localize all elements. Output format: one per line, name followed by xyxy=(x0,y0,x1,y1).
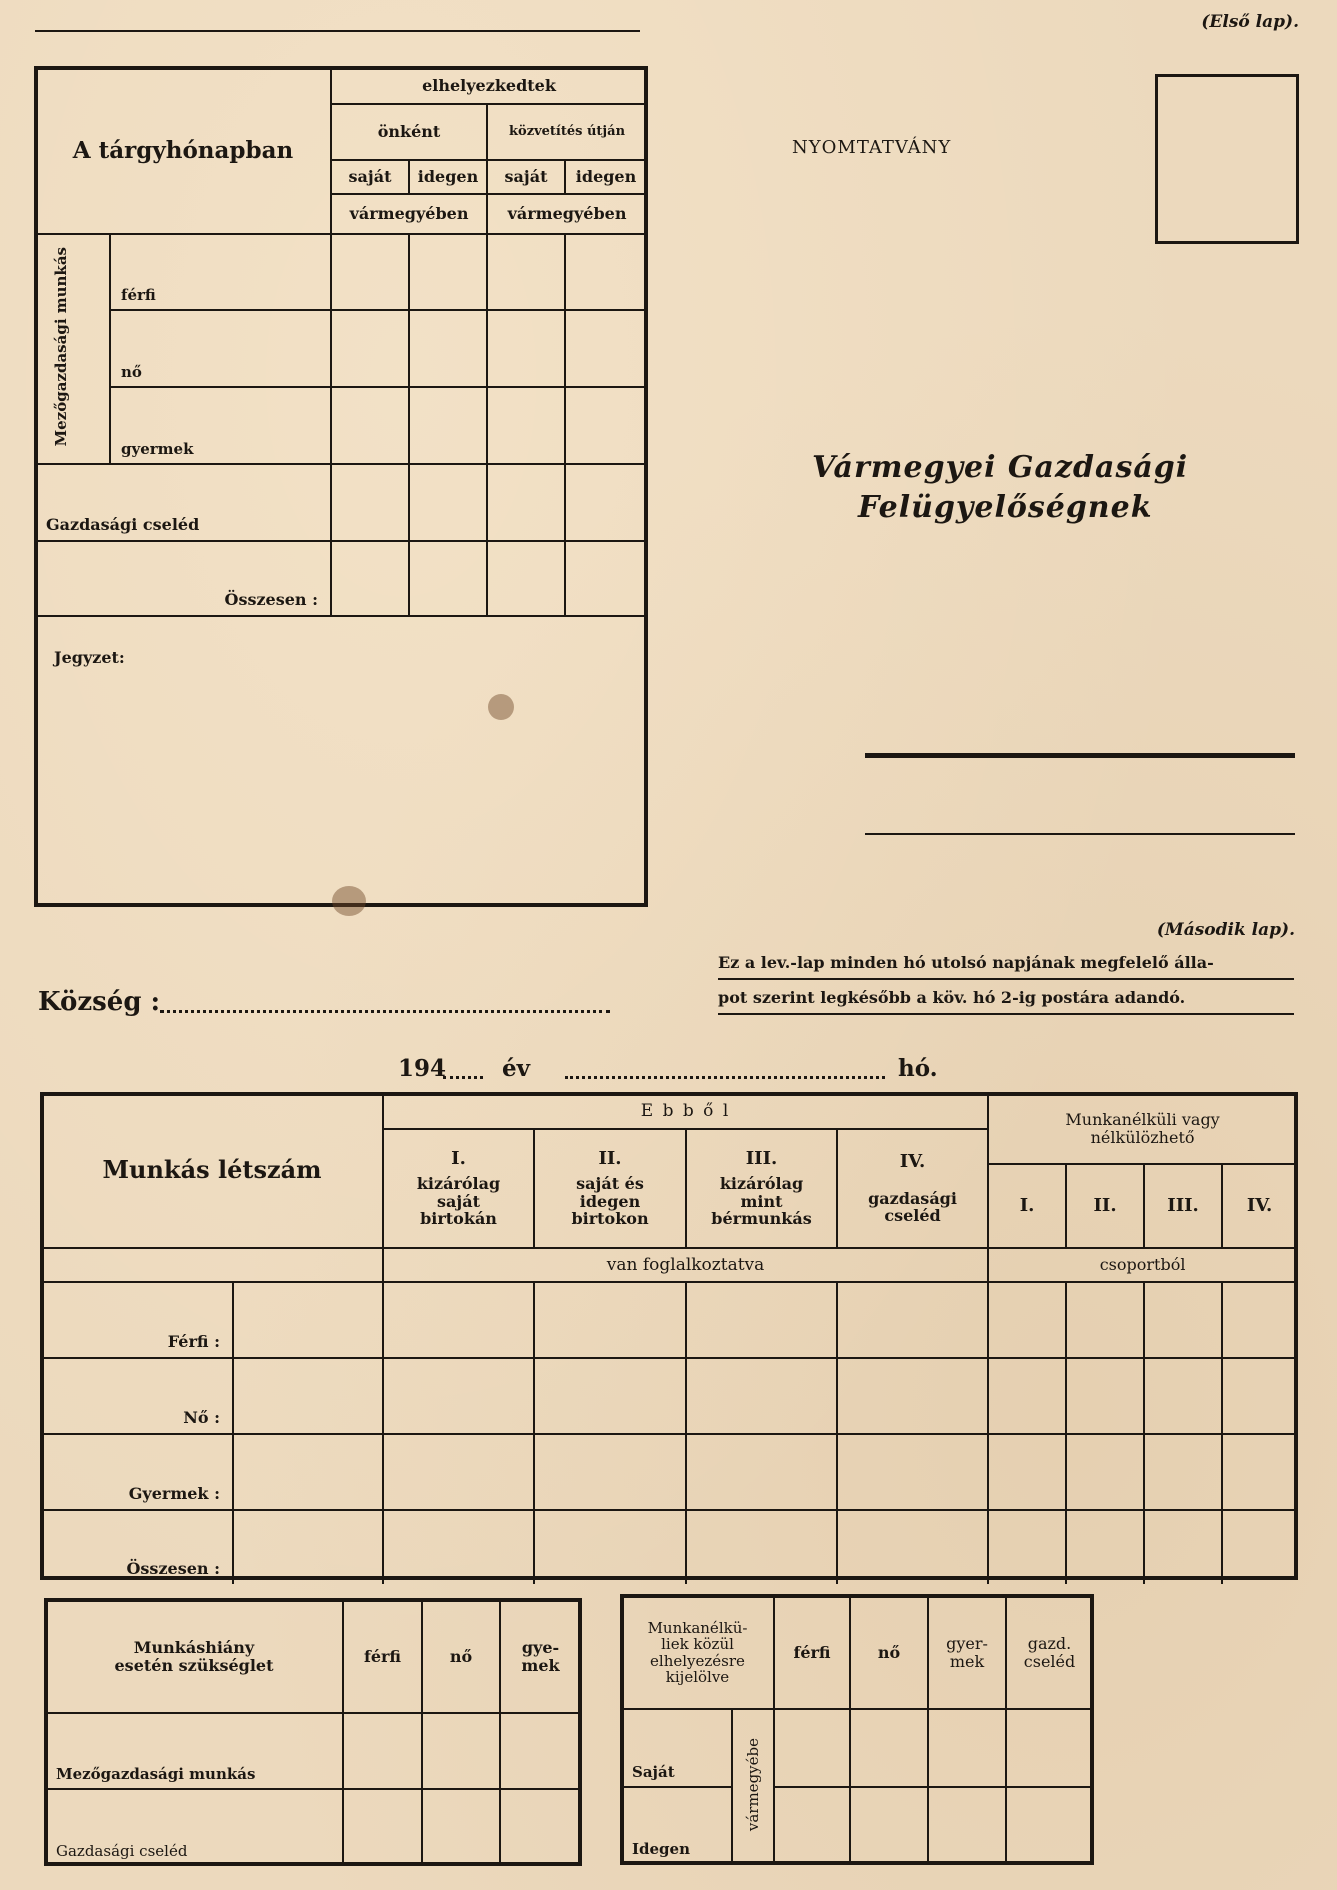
cell[interactable] xyxy=(988,1282,1066,1358)
cell[interactable] xyxy=(1222,1510,1296,1584)
placement-title: A tárgyhónapban xyxy=(36,68,331,234)
placed-header: elhelyezkedtek xyxy=(331,68,646,104)
cell[interactable] xyxy=(850,1709,928,1787)
agri-worker-label: Mezőgazdasági munkás xyxy=(36,234,110,464)
cell[interactable] xyxy=(409,541,487,616)
row-male: férfi xyxy=(110,234,331,310)
recipient-line-2: Felügyelőségnek xyxy=(858,490,1153,525)
designated-col-child: gyer-mek xyxy=(928,1597,1006,1709)
cell[interactable] xyxy=(233,1358,383,1434)
cell[interactable] xyxy=(383,1434,534,1510)
year-prefix: 194 xyxy=(398,1055,447,1082)
cell[interactable] xyxy=(331,387,409,464)
address-line-2 xyxy=(865,833,1295,835)
note-label: Jegyzet: xyxy=(54,648,125,667)
cell[interactable] xyxy=(409,387,487,464)
designated-row-foreign: Idegen xyxy=(622,1787,732,1863)
cell[interactable] xyxy=(233,1282,383,1358)
second-page-label: (Második lap). xyxy=(1156,920,1295,940)
instruction-rule-1 xyxy=(718,978,1294,980)
designated-col-female: nő xyxy=(850,1597,928,1709)
foreign-col-1: idegen xyxy=(409,160,487,194)
shortage-title: Munkáshiány esetén szükséglet xyxy=(46,1601,343,1713)
address-line-1 xyxy=(865,753,1295,758)
month-field[interactable] xyxy=(565,1072,885,1079)
row-total-label: Összesen : xyxy=(42,1510,233,1584)
unemployed-header: Munkanélküli vagy nélkülözhető xyxy=(988,1094,1296,1164)
cell[interactable] xyxy=(1222,1358,1296,1434)
cell[interactable] xyxy=(837,1434,988,1510)
cell[interactable] xyxy=(928,1787,1006,1863)
designated-col-male: férfi xyxy=(774,1597,850,1709)
instruction-rule-2 xyxy=(718,1013,1294,1015)
via-agency-header: közvetítés útján xyxy=(487,104,646,160)
row-servant: Gazdasági cseléd xyxy=(36,464,331,541)
ink-stain xyxy=(488,694,514,720)
workforce-table xyxy=(42,1094,1296,1584)
foreign-col-2: idegen xyxy=(565,160,646,194)
cell[interactable] xyxy=(928,1709,1006,1787)
year-field[interactable] xyxy=(443,1072,483,1079)
group-4-text: gazdasági cseléd xyxy=(868,1188,957,1226)
row-child-label: Gyermek : xyxy=(42,1434,233,1510)
group-1 xyxy=(383,1129,534,1248)
employed-label: van foglalkoztatva xyxy=(383,1248,988,1282)
cell[interactable] xyxy=(233,1434,383,1510)
cell[interactable] xyxy=(686,1434,837,1510)
cell[interactable] xyxy=(331,541,409,616)
cell[interactable] xyxy=(534,1510,686,1584)
cell[interactable] xyxy=(774,1787,850,1863)
cell[interactable] xyxy=(1066,1434,1144,1510)
cell[interactable] xyxy=(331,310,409,387)
group-4-num: IV. xyxy=(899,1151,926,1172)
of-which-header: E b b ő l xyxy=(383,1094,988,1129)
workforce-title: Munkás létszám xyxy=(42,1094,383,1248)
group-3-num: III. xyxy=(745,1148,778,1170)
cell[interactable] xyxy=(409,464,487,541)
from-group-label: csoportból xyxy=(988,1248,1296,1282)
cell[interactable] xyxy=(500,1713,580,1789)
cell[interactable] xyxy=(487,464,565,541)
voluntary-header: önként xyxy=(331,104,487,160)
cell[interactable] xyxy=(500,1789,580,1865)
cell[interactable] xyxy=(565,541,646,616)
cell[interactable] xyxy=(686,1358,837,1434)
unemployed-col-1: I. xyxy=(988,1164,1066,1248)
cell[interactable] xyxy=(686,1282,837,1358)
group-4 xyxy=(837,1129,988,1248)
cell[interactable] xyxy=(837,1358,988,1434)
cell[interactable] xyxy=(1066,1282,1144,1358)
cell[interactable] xyxy=(988,1358,1066,1434)
cell[interactable] xyxy=(988,1510,1066,1584)
cell[interactable] xyxy=(487,234,565,310)
stamp-box xyxy=(1155,74,1299,244)
shortage-row-agri: Mezőgazdasági munkás xyxy=(46,1713,343,1789)
designated-col-servant: gazd. cseléd xyxy=(1006,1597,1092,1709)
cell[interactable] xyxy=(422,1713,500,1789)
group-2-num: II. xyxy=(598,1148,622,1170)
cell[interactable] xyxy=(565,310,646,387)
designated-table xyxy=(622,1596,1092,1863)
cell[interactable] xyxy=(331,464,409,541)
cell[interactable] xyxy=(343,1789,422,1865)
cell[interactable] xyxy=(565,464,646,541)
row-male-label: Férfi : xyxy=(42,1282,233,1358)
cell[interactable] xyxy=(1006,1709,1092,1787)
placement-table xyxy=(36,68,646,617)
cell[interactable] xyxy=(1144,1358,1222,1434)
village-field[interactable] xyxy=(160,1006,610,1013)
cell[interactable] xyxy=(534,1358,686,1434)
group-1-text: kizárólag saját birtokán xyxy=(416,1174,501,1229)
cell[interactable] xyxy=(1066,1358,1144,1434)
county-col-2: vármegyében xyxy=(487,194,646,234)
cell[interactable] xyxy=(343,1713,422,1789)
cell[interactable] xyxy=(534,1282,686,1358)
cell[interactable] xyxy=(686,1510,837,1584)
own-col-1: saját xyxy=(331,160,409,194)
row-female: nő xyxy=(110,310,331,387)
cell[interactable] xyxy=(409,234,487,310)
shortage-col-female: nő xyxy=(422,1601,500,1713)
shortage-col-male: férfi xyxy=(343,1601,422,1713)
cell[interactable] xyxy=(1066,1510,1144,1584)
cell[interactable] xyxy=(487,310,565,387)
cell[interactable] xyxy=(409,310,487,387)
row-female-label: Nő : xyxy=(42,1358,233,1434)
instruction-line-1: Ez a lev.-lap minden hó utolsó napjának megfelelő álla- xyxy=(718,953,1214,972)
group-1-num: I. xyxy=(451,1148,466,1170)
cell[interactable] xyxy=(565,234,646,310)
unemployed-col-2: II. xyxy=(1066,1164,1144,1248)
cell[interactable] xyxy=(233,1510,383,1584)
cell[interactable] xyxy=(774,1709,850,1787)
shortage-col-child: gye-mek xyxy=(500,1601,580,1713)
cell[interactable] xyxy=(1144,1434,1222,1510)
year-word: év xyxy=(502,1055,530,1082)
group-3 xyxy=(686,1129,837,1248)
group-3-text: kizárólag mint bérmunkás xyxy=(711,1174,812,1229)
note-area[interactable] xyxy=(40,675,640,900)
shortage-row-servant: Gazdasági cseléd xyxy=(46,1789,343,1865)
own-col-2: saját xyxy=(487,160,565,194)
cell[interactable] xyxy=(988,1434,1066,1510)
designated-title: Munkanélkü-liek közül elhelyezésre kijelölve xyxy=(622,1597,774,1709)
ink-stain xyxy=(332,886,366,916)
row-total: Összesen : xyxy=(36,541,331,616)
group-2-text: saját és idegen birtokon xyxy=(571,1174,649,1229)
instruction-line-2: pot szerint legkésőbb a köv. hó 2-ig postára adandó. xyxy=(718,988,1186,1007)
first-page-label: (Első lap). xyxy=(1201,12,1299,32)
cell[interactable] xyxy=(383,1510,534,1584)
cell[interactable] xyxy=(534,1434,686,1510)
top-rule xyxy=(35,30,640,32)
form-label: NYOMTATVÁNY xyxy=(792,137,952,158)
blank-header-bottom xyxy=(42,1248,383,1282)
recipient-line-1: Vármegyei Gazdasági xyxy=(812,450,1189,485)
cell[interactable] xyxy=(837,1282,988,1358)
cell[interactable] xyxy=(383,1282,534,1358)
cell[interactable] xyxy=(837,1510,988,1584)
cell[interactable] xyxy=(487,541,565,616)
row-child: gyermek xyxy=(110,387,331,464)
cell[interactable] xyxy=(487,387,565,464)
designated-row-own: Saját xyxy=(622,1709,732,1787)
cell[interactable] xyxy=(1222,1282,1296,1358)
cell[interactable] xyxy=(1006,1787,1092,1863)
cell[interactable] xyxy=(850,1787,928,1863)
cell[interactable] xyxy=(422,1789,500,1865)
county-vertical-label: vármegyébe xyxy=(732,1709,774,1863)
county-col-1: vármegyében xyxy=(331,194,487,234)
unemployed-col-4: IV. xyxy=(1222,1164,1296,1248)
cell[interactable] xyxy=(383,1358,534,1434)
shortage-table xyxy=(46,1600,580,1865)
month-word: hó. xyxy=(898,1055,938,1082)
village-label: Község : xyxy=(38,987,161,1017)
cell[interactable] xyxy=(1144,1282,1222,1358)
cell[interactable] xyxy=(331,234,409,310)
cell[interactable] xyxy=(1222,1434,1296,1510)
cell[interactable] xyxy=(565,387,646,464)
unemployed-col-3: III. xyxy=(1144,1164,1222,1248)
group-2 xyxy=(534,1129,686,1248)
cell[interactable] xyxy=(1144,1510,1222,1584)
